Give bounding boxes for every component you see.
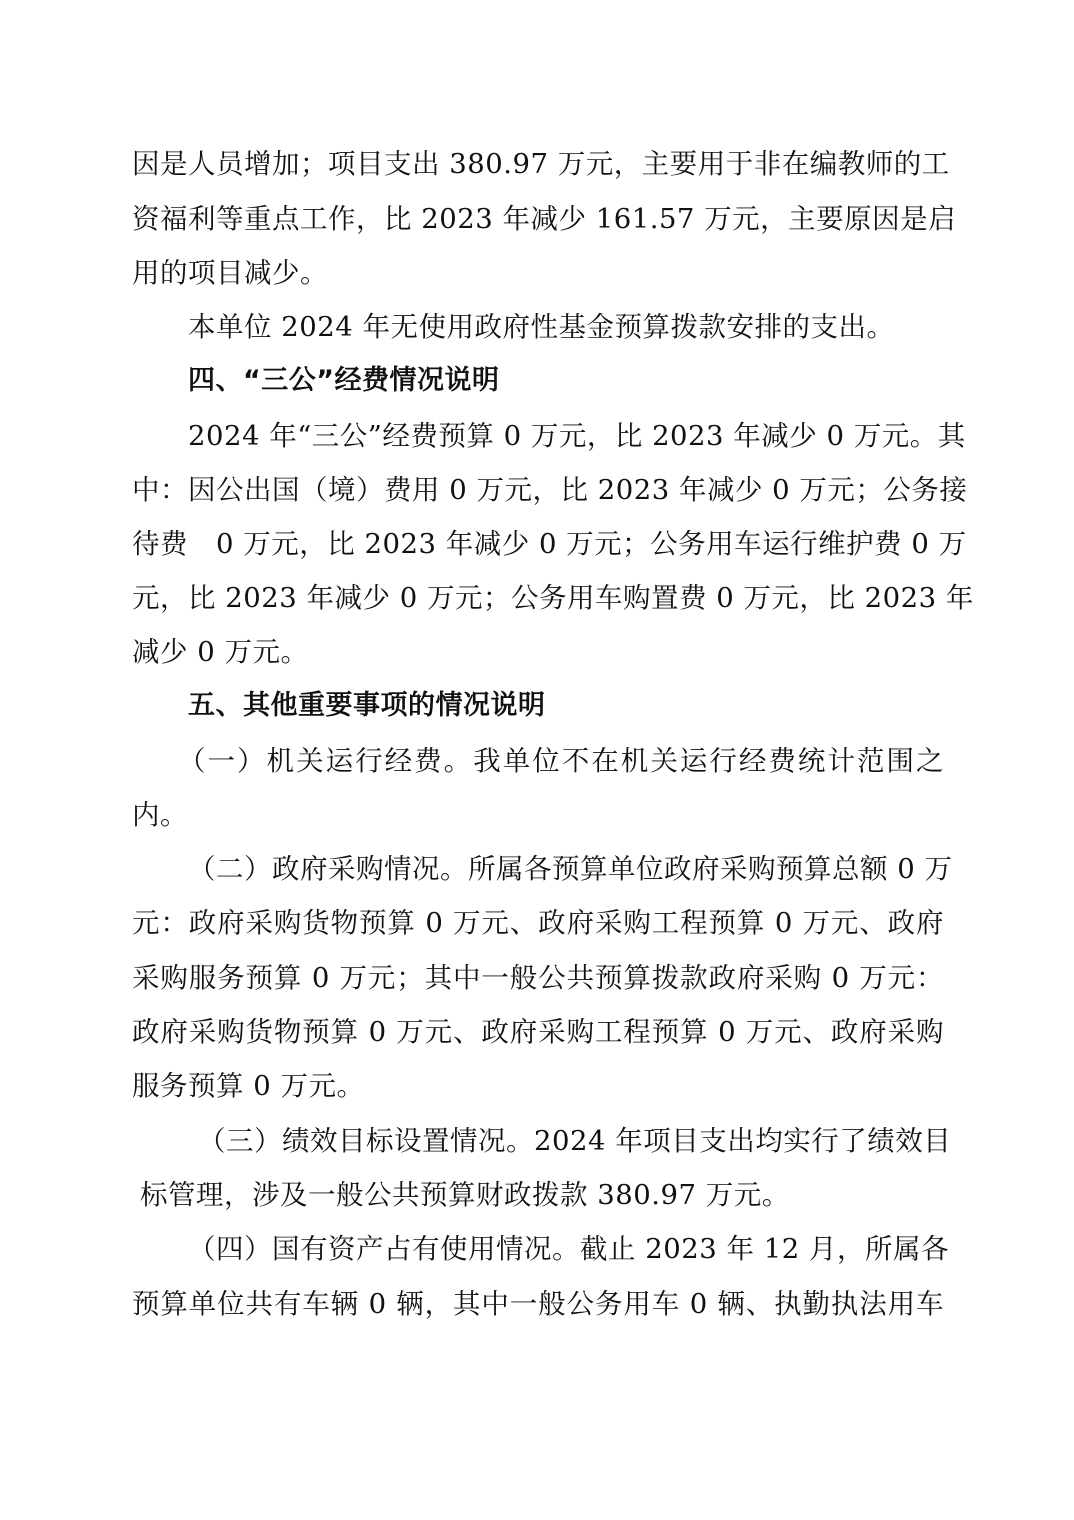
paragraph-line: 因是人员增加；项目支出 380.97 万元，主要用于非在编教师的工 (132, 148, 950, 180)
paragraph-line: 资福利等重点工作，比 2023 年减少 161.57 万元，主要原因是启 (132, 203, 957, 235)
paragraph-line: （一）机关运行经费。我单位不在机关运行经费统计范围之 (178, 745, 944, 777)
section-heading: 五、其他重要事项的情况说明 (188, 690, 546, 721)
paragraph-line: 预算单位共有车辆 0 辆，其中一般公务用车 0 辆、执勤执法用车 (132, 1288, 944, 1320)
paragraph-line: 元，比 2023 年减少 0 万元；公务用车购置费 0 万元，比 2023 年 (132, 582, 974, 614)
paragraph-line: 用的项目减少。 (132, 257, 328, 289)
section-heading: 四、“三公”经费情况说明 (188, 365, 500, 396)
paragraph-line: 本单位 2024 年无使用政府性基金预算拨款安排的支出。 (188, 311, 895, 343)
paragraph-line: 中：因公出国（境）费用 0 万元，比 2023 年减少 0 万元；公务接 (132, 474, 968, 506)
paragraph-line: 待费 0 万元，比 2023 年减少 0 万元；公务用车运行维护费 0 万 (132, 528, 967, 560)
paragraph-line: 内。 (132, 799, 188, 831)
paragraph-line: 减少 0 万元。 (132, 636, 309, 668)
paragraph-line: 标管理，涉及一般公共预算财政拨款 380.97 万元。 (140, 1179, 790, 1211)
paragraph-line: 政府采购货物预算 0 万元、政府采购工程预算 0 万元、政府采购 (132, 1016, 944, 1048)
paragraph-line: 采购服务预算 0 万元；其中一般公共预算拨款政府采购 0 万元： (132, 962, 944, 994)
paragraph-line: （四）国有资产占有使用情况。截止 2023 年 12 月，所属各 (188, 1233, 949, 1265)
paragraph-line: （二）政府采购情况。所属各预算单位政府采购预算总额 0 万 (188, 853, 953, 885)
paragraph-line: （三）绩效目标设置情况。2024 年项目支出均实行了绩效目 (198, 1125, 952, 1157)
paragraph-line: 元：政府采购货物预算 0 万元、政府采购工程预算 0 万元、政府 (132, 907, 944, 939)
paragraph-line: 2024 年“三公”经费预算 0 万元，比 2023 年减少 0 万元。其 (188, 420, 966, 452)
paragraph-line: 服务预算 0 万元。 (132, 1070, 365, 1102)
